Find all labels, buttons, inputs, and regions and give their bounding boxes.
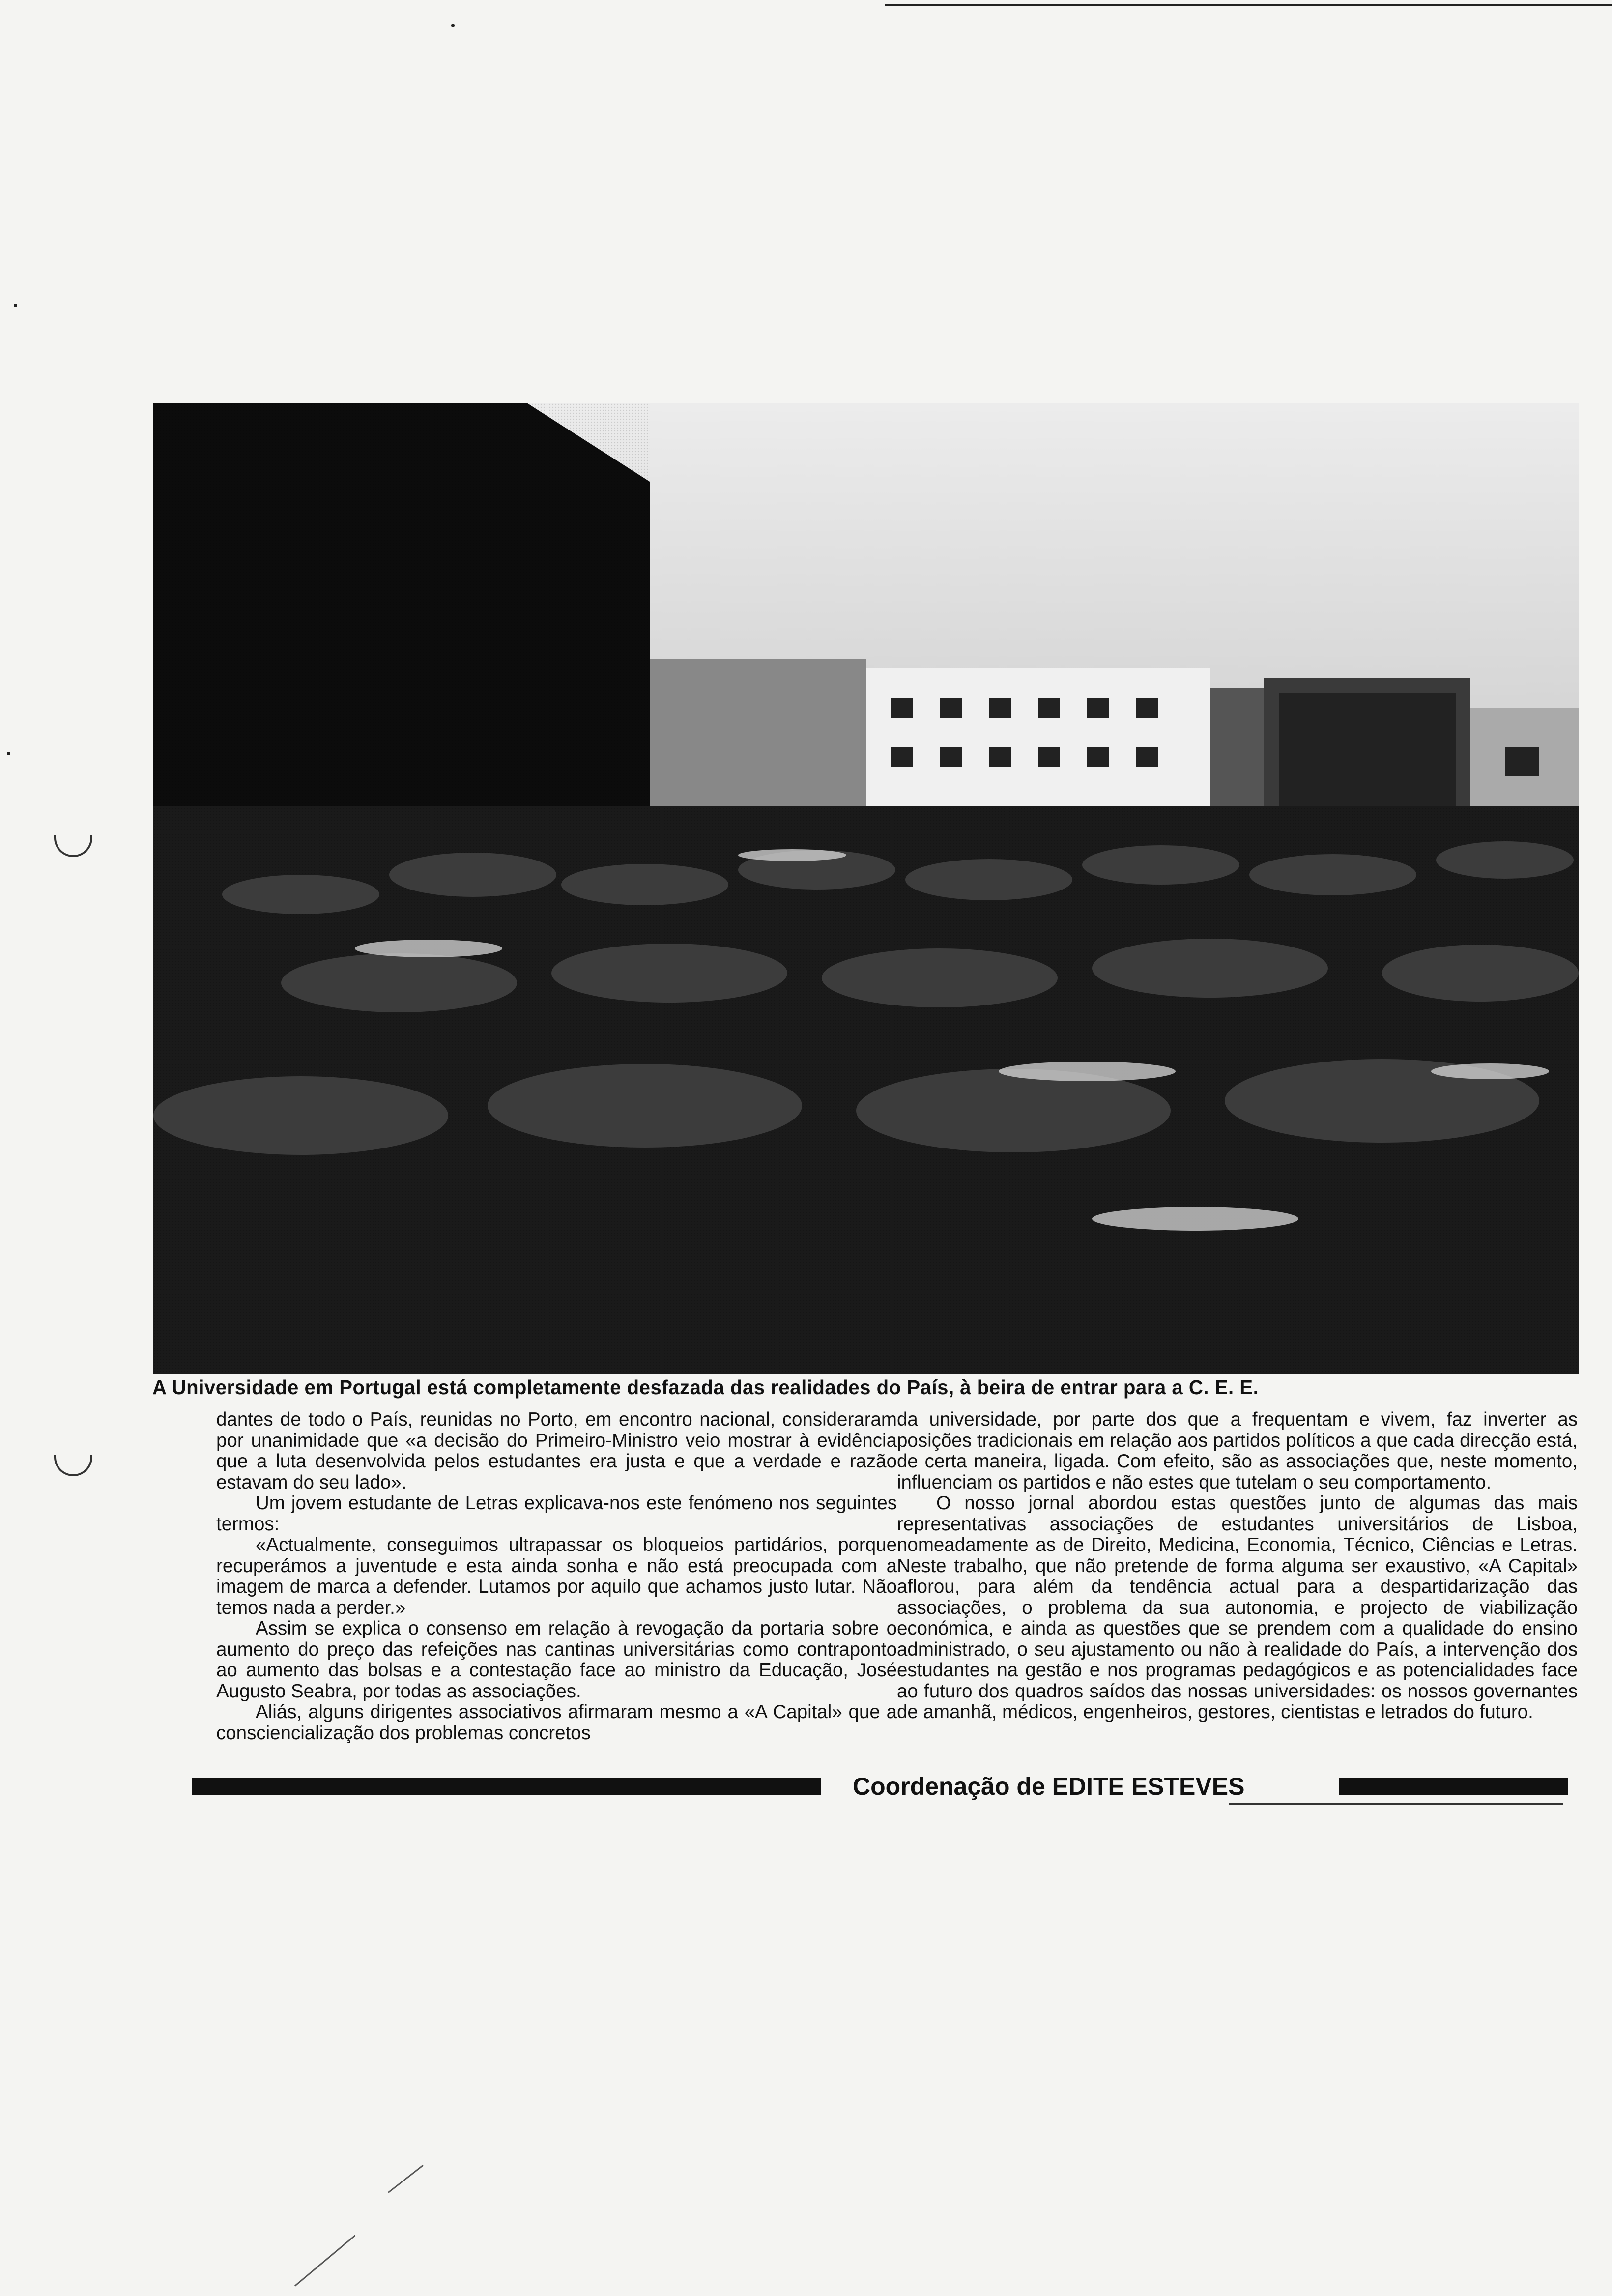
paragraph: Aliás, alguns dirigentes associativos afirmaram mesmo a «A Capital» que a consciencialização dos problemas concretos [216, 1701, 897, 1744]
paragraph: da universidade, por parte dos que a frequentam e vivem, faz inverter as posições tradicionais em relação aos partidos políticos a que cada direcção está, de certa maneira, ligada. Com efeito, são as associações que, neste momento, influenciam os partidos e não estes que tutelam o seu comportamento. [897, 1409, 1578, 1493]
speck [451, 24, 455, 27]
paragraph: Assim se explica o consenso em relação à revogação da portaria sobre o aumento do preço das refeições nas cantinas universitárias como contraponto ao aumento das bolsas e a contestação face ao ministro da Educação, José Augusto Seabra, por todas as associações. [216, 1618, 897, 1702]
footer-bar [192, 1778, 821, 1795]
scan-scratch [294, 2235, 355, 2287]
coordination-credit: Coordenação de EDITE ESTEVES [853, 1773, 1245, 1800]
paragraph: Um jovem estudante de Letras explicava-nos este fenómeno nos seguintes termos: [216, 1492, 897, 1535]
footer-bar [1339, 1778, 1568, 1795]
photo-caption: A Universidade em Portugal está completamente desfazada das realidades do País, à beira de entrar para a C. E. E. [152, 1376, 1259, 1399]
top-rule [885, 4, 1612, 6]
distant-buildings [645, 659, 1579, 826]
article-column-right [897, 1409, 1578, 1723]
article-column-left [216, 1409, 897, 1744]
paragraph: O nosso jornal abordou estas questões junto de algumas das mais representativas associações de estudantes universitários de Lisboa, nomeadamente as de Direito, Medicina, Economia, Técnico, Ciências e Letras. Neste trabalho, que não pretende de forma alguma ser exaustivo, «A Capital» aflorou, para além da tendência actual para a despartidarização das associações, o problema da sua autonomia, e projecto de viabilização económica, e ainda as questões que se prendem com a qualidade do ensino administrado, o seu ajustamento ou não à realidade do País, a intervenção dos estudantes na gestão e nos programas pedagógicos e as potencialidades face ao futuro dos quadros saídos das nossas universidades: os nossos governantes de amanhã, médicos, engenheiros, gestores, cientistas e letrados do futuro. [897, 1492, 1578, 1722]
article-photo [153, 403, 1579, 1374]
paragraph: dantes de todo o País, reunidas no Porto, em encontro nacional, consideraram por unanimidade que «a decisão do Primeiro-Ministro veio mostrar à evidência que a luta desenvolvida pelos estudantes era justa e que a verdade e razão estavam do seu lado». [216, 1409, 897, 1493]
punch-hole-mark [54, 835, 92, 857]
scan-scratch [388, 2165, 424, 2193]
footer-rule [1229, 1803, 1563, 1805]
speck [7, 752, 10, 755]
speck [14, 304, 17, 307]
quote-paragraph: «Actualmente, conseguimos ultrapassar os bloqueios partidários, porque recuperámos a juventude e esta ainda sonha e não está preocupada com a imagem de marca a defender. Lutamos por aquilo que achamos justo lutar. Não temos nada a perder.» [216, 1534, 897, 1618]
punch-hole-mark [54, 1455, 92, 1476]
